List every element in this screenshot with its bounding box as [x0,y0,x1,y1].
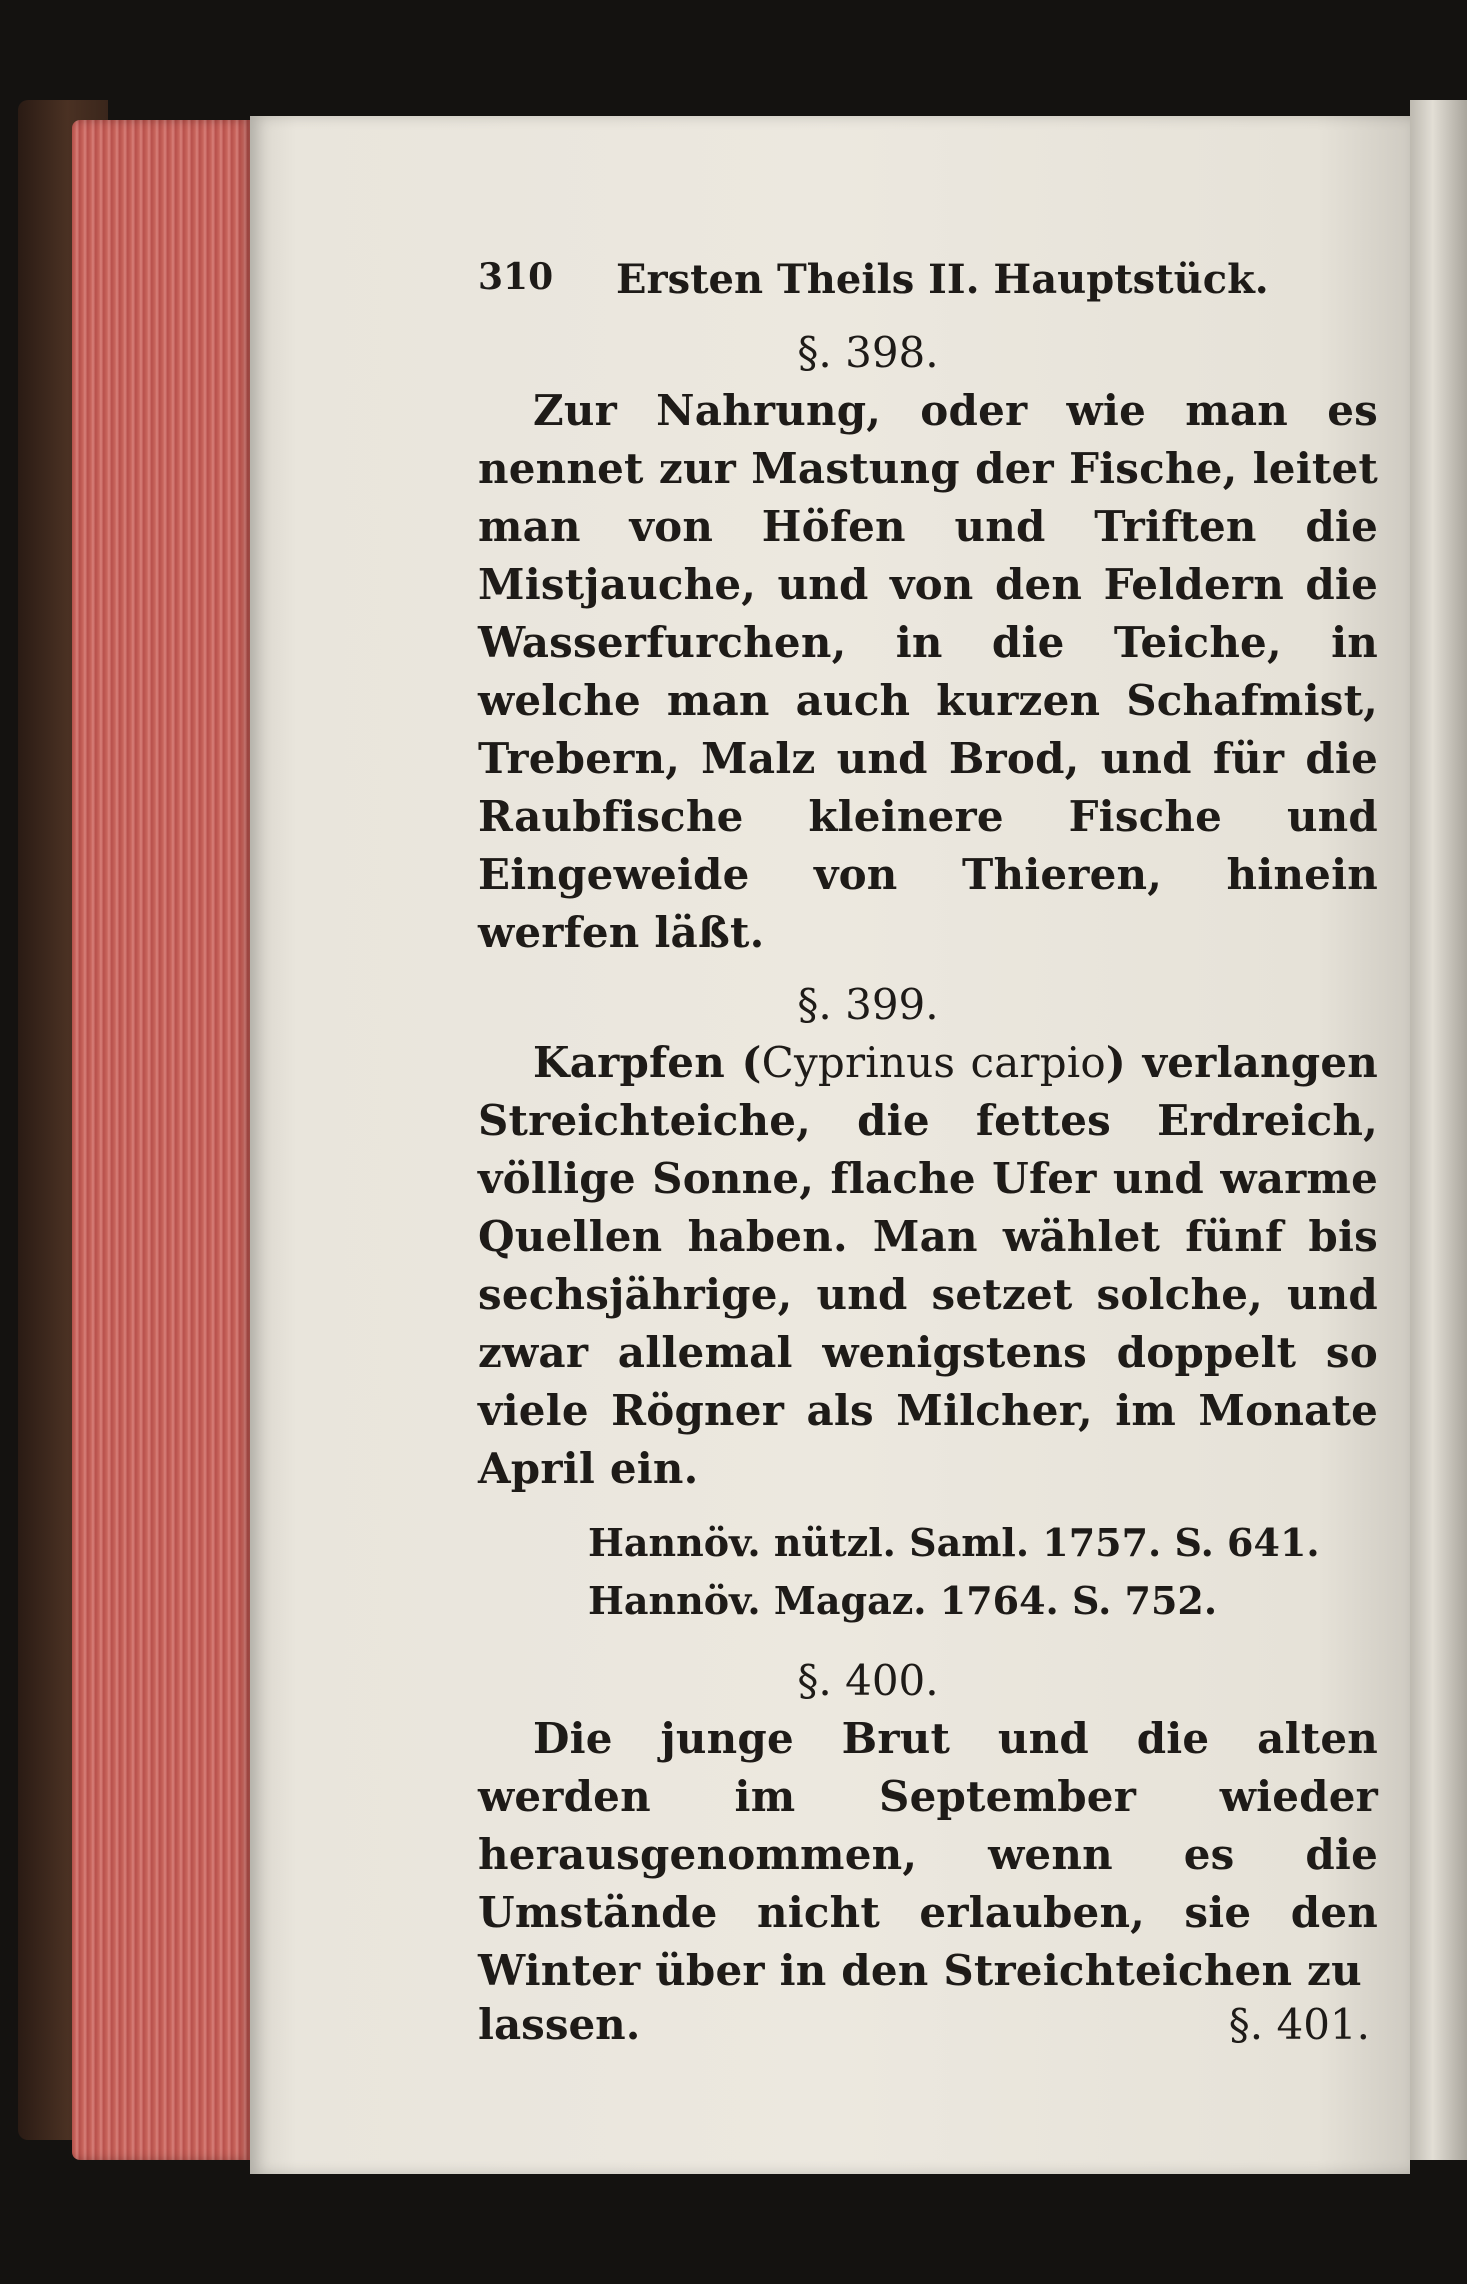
section-text-399 [478,1034,1378,1498]
section-heading-400: §. 400. [797,1656,939,1705]
section-heading-399: §. 399. [797,980,939,1029]
reference-line: Hannöv. nützl. Saml. 1757. S. 641. [588,1520,1320,1565]
page-bottom-line [478,2000,1378,2058]
running-head: Ersten Theils II. Hauptstück. [616,256,1269,303]
reference-line: Hannöv. Magaz. 1764. S. 752. [588,1578,1218,1623]
text-segment: Karpfen ( [533,1038,762,1087]
page-text [478,250,1378,2058]
text-segment: ) verlangen Streichteiche, die fettes Erdreich, völlige Sonne, flache Ufer und warme Quellen haben. Man wählet fünf bis sechsjährige, und setzet solche, und zwar allemal wenigstens doppelt so viele Rögner als Milcher, im Monate April ein. [478,1038,1378,1493]
section-text-400: Die junge Brut und die alten werden im September wieder herausgenommen, wenn es die Umstände nicht erlauben, sie den Winter über in den Streichteichen zu [478,1714,1378,1995]
section-heading-398: §. 398. [797,328,939,377]
page-number: 310 [478,256,554,298]
section-text-398: Zur Nahrung, oder wie man es nennet zur Mastung der Fische, leitet man von Höfen und Triften die Mistjauche, und von den Feldern die Wasserfurchen, in die Teiche, in welche man auch kurzen Schafmist, Trebern, Malz und Brod, und für die Raubfische kleinere Fische und Eingeweide von Thieren, hinein werfen läßt. [478,386,1378,957]
facing-page-edge [1410,100,1467,2160]
latin-species-name: Cyprinus carpio [761,1038,1106,1087]
catchword: §. 401. [1228,2000,1370,2049]
references [478,1514,1378,1630]
last-word: lassen. [478,2000,641,2049]
red-page-edges [72,120,252,2160]
page-header [478,250,1378,310]
